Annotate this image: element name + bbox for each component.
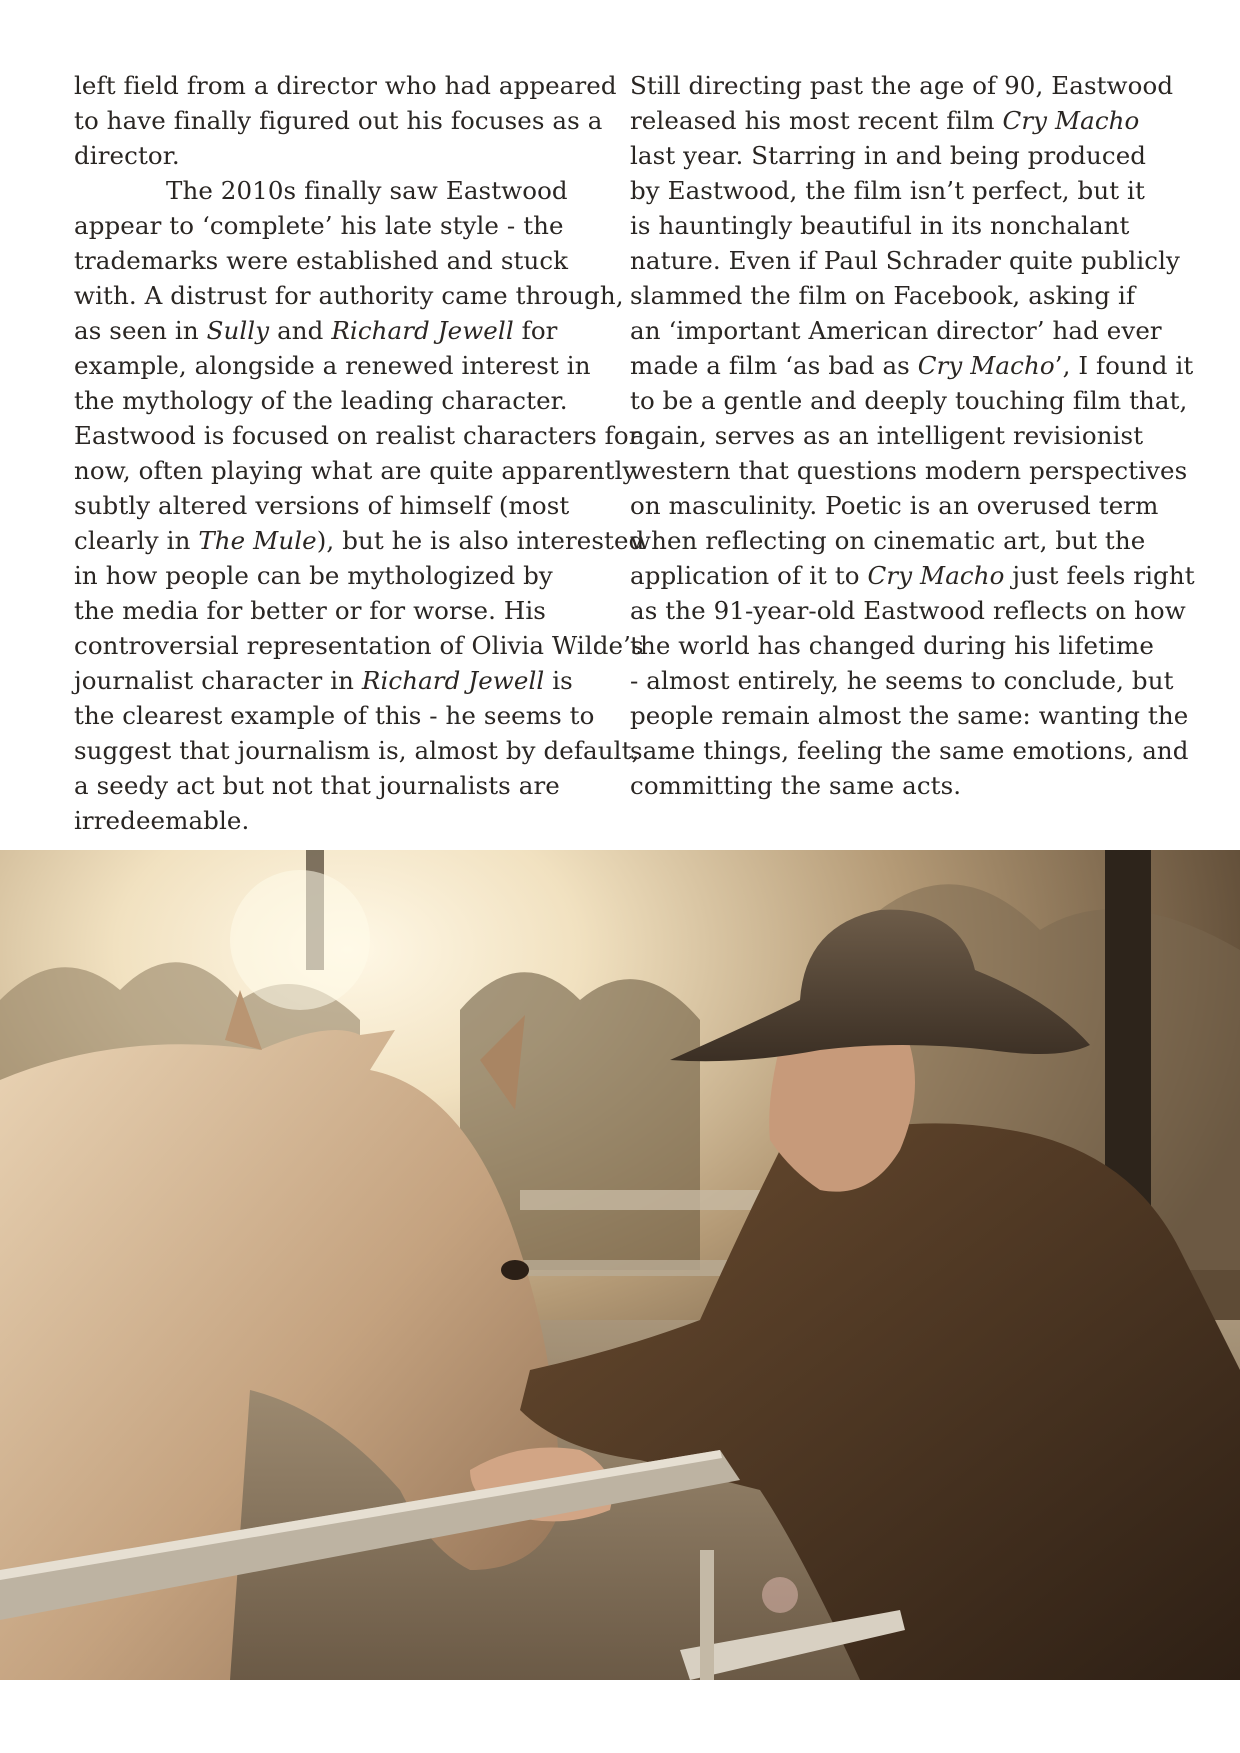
text-run: and [269,316,332,345]
text-line [74,348,614,383]
article-column-right [630,68,1195,803]
text-run: the mythology of the leading character. [74,386,568,415]
text-run: an ‘important American director’ had ever [630,316,1162,345]
text-run: the media for better or for worse. His [74,596,546,625]
text-run: on masculinity. Poetic is an overused term [630,491,1159,520]
text-line [74,173,614,208]
film-title: Cry Macho [867,561,1005,590]
text-line [74,313,614,348]
film-title: Cry Macho [1002,106,1140,135]
article-column-left [74,68,645,838]
text-line [630,243,1181,278]
text-line [74,488,614,523]
text-run: trademarks were established and stuck [74,246,569,275]
text-line [630,348,1194,383]
text-run: to be a gentle and deeply touching film that, [630,386,1188,415]
text-line [74,628,644,663]
text-run: made a film ‘as bad as [630,351,918,380]
text-run: left field from a director who had appeared [74,71,617,100]
text-run: Eastwood is focused on realist characters for [74,421,641,450]
text-run: application of it to [630,561,868,590]
text-run: suggest that journalism is, almost by default, [74,736,640,765]
text-line [74,663,614,698]
text-run: - almost entirely, he seems to conclude, but [630,666,1174,695]
text-run: as the 91-year-old Eastwood reflects on how [630,596,1186,625]
text-line [74,138,614,173]
text-run: The 2010s finally saw Eastwood [166,176,568,205]
text-line [74,558,614,593]
text-line [74,803,614,838]
text-line [74,698,614,733]
text-line [630,628,1170,663]
text-run: for [513,316,558,345]
text-line [74,68,617,103]
text-run: in how people can be mythologized by [74,561,553,590]
text-line [74,593,614,628]
text-run: clearly in [74,526,199,555]
text-run: is [544,666,573,695]
text-run: just feels right [1004,561,1195,590]
text-run: to have finally figured out his focuses as a [74,106,603,135]
text-run: the clearest example of this - he seems to [74,701,595,730]
text-line [630,68,1174,103]
text-line [630,733,1189,768]
text-run: appear to ‘complete’ his late style - the [74,211,564,240]
text-run: same things, feeling the same emotions, and [630,736,1189,765]
text-run: western that questions modern perspectives [630,456,1188,485]
text-line [74,453,637,488]
text-run: by Eastwood, the film isn’t perfect, but it [630,176,1145,205]
text-line [74,523,645,558]
film-title: Cry Macho [917,351,1055,380]
text-run: ), but he is also interested [316,526,645,555]
text-line [630,278,1170,313]
text-line [630,663,1174,698]
text-run: controversial representation of Olivia Wilde’s [74,631,644,660]
text-run: again, serves as an intelligent revisionist [630,421,1144,450]
text-run: a seedy act but not that journalists are [74,771,560,800]
text-line [74,768,614,803]
film-title: The Mule [198,526,317,555]
text-run: example, alongside a renewed interest in [74,351,591,380]
text-run: the world has changed during his lifetime [630,631,1154,660]
text-line [74,103,614,138]
film-title: Sully [206,316,270,345]
text-line [630,208,1170,243]
text-line [630,313,1170,348]
text-run: released his most recent film [630,106,1003,135]
text-line [74,208,614,243]
text-line [630,698,1189,733]
text-line [630,138,1170,173]
text-run: as seen in [74,316,207,345]
text-run: nature. Even if Paul Schrader quite publicly [630,246,1181,275]
text-line [630,523,1170,558]
text-line [74,733,640,768]
text-run: last year. Starring in and being produced [630,141,1147,170]
film-title: Richard Jewell [361,666,545,695]
text-line [630,173,1170,208]
text-line [630,768,1170,803]
text-run: Still directing past the age of 90, Eastwood [630,71,1174,100]
text-run: journalist character in [74,666,362,695]
text-run: irredeemable. [74,806,250,835]
text-run: is hauntingly beautiful in its nonchalant [630,211,1130,240]
text-line [630,593,1186,628]
text-line [74,383,614,418]
text-line [630,418,1170,453]
text-run: with. A distrust for authority came through, [74,281,624,310]
man-with-horse-photo-icon [0,850,1240,1680]
film-still-photo [0,850,1240,1680]
text-line [630,383,1188,418]
text-run: now, often playing what are quite apparently [74,456,637,485]
text-line [74,418,641,453]
text-run: ’, I found it [1054,351,1194,380]
text-line [630,453,1188,488]
text-run: committing the same acts. [630,771,962,800]
text-line [630,558,1195,593]
text-run: slammed the film on Facebook, asking if [630,281,1136,310]
text-run: director. [74,141,180,170]
text-line [74,243,614,278]
text-line [630,488,1170,523]
text-line [630,103,1170,138]
text-run: subtly altered versions of himself (most [74,491,570,520]
text-run: people remain almost the same: wanting the [630,701,1189,730]
text-run: when reflecting on cinematic art, but the [630,526,1146,555]
film-title: Richard Jewell [331,316,514,345]
text-line [74,278,624,313]
